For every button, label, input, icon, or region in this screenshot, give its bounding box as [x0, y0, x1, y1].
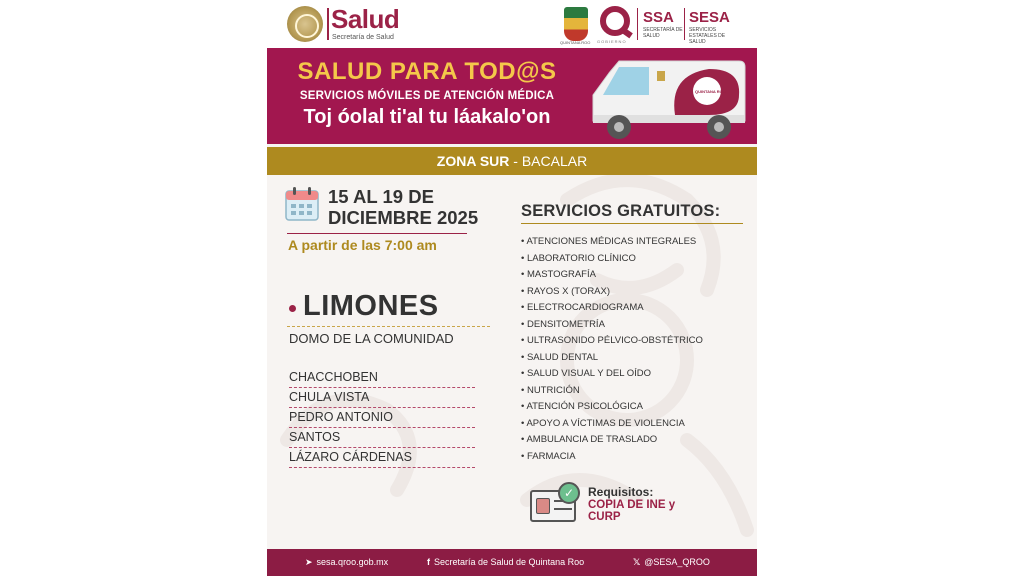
footer-x[interactable] [633, 549, 710, 576]
footer-x-text: @SESA_QROO [644, 557, 710, 567]
poster [267, 0, 757, 576]
banner-title: SALUD PARA TOD@S [297, 58, 557, 85]
locality-item: PEDRO ANTONIO [289, 408, 475, 428]
service-item: • SALUD VISUAL Y DEL OÍDO [521, 368, 652, 379]
x-icon: 𝕏 [633, 557, 641, 567]
locality-item: CHULA VISTA [289, 388, 475, 408]
header-divider [684, 8, 685, 40]
locality-item: CHACCHOBEN [289, 368, 475, 388]
service-item: • RAYOS X (TORAX) [521, 285, 611, 297]
locality-item: LÁZARO CÁRDENAS [289, 448, 475, 468]
bullet-dot [289, 305, 296, 312]
zone-municipality: - BACALAR [509, 153, 588, 169]
date-underline [287, 233, 467, 234]
locality-item: SANTOS [289, 428, 475, 448]
header [267, 0, 757, 48]
service-item: • DENSITOMETRÍA [521, 318, 605, 330]
requirements-docs: COPIA DE INE y CURP [588, 499, 676, 523]
event-date: 15 AL 19 DE DICIEMBRE 2025 [328, 186, 479, 228]
brand-divider [327, 8, 329, 40]
service-item: • APOYO A VÍCTIMAS DE VIOLENCIA [521, 417, 685, 429]
check-icon: ✓ [558, 482, 580, 504]
service-item: • NUTRICIÓN [521, 384, 580, 396]
nearby-localities [289, 368, 475, 468]
cursor-icon: ➤ [305, 557, 313, 567]
services-title: SERVICIOS GRATUITOS: [521, 202, 721, 220]
requirements-label: Requisitos: [588, 485, 654, 499]
ssa-subtitle: SECRETARÍA DE SALUD [643, 27, 683, 39]
q-logo-label: GOBIERNO [597, 39, 627, 44]
footer-website[interactable] [305, 549, 388, 576]
footer-facebook[interactable] [427, 549, 584, 576]
footer-facebook-text: Secretaría de Salud de Quintana Roo [434, 557, 585, 567]
zone-bar [267, 147, 757, 175]
van-icon [589, 55, 747, 141]
service-item: • MASTOGRAFÍA [521, 269, 596, 280]
service-item: • ATENCIONES MÉDICAS INTEGRALES [521, 236, 697, 247]
brand-subtitle: Secretaría de Salud [332, 34, 394, 41]
zone-name: ZONA SUR [436, 153, 510, 169]
hero-banner [267, 48, 757, 144]
q-logo-icon [600, 6, 630, 36]
service-item: • FARMACIA [521, 450, 576, 462]
sesa-title: SESA [689, 9, 730, 26]
footer-website-text: sesa.qroo.gob.mx [316, 557, 389, 567]
van-logo-text: QUINTANA ROO [695, 89, 726, 94]
service-item: • LABORATORIO CLÍNICO [521, 252, 636, 264]
banner-maya-slogan: Toj óolal ti'al tu láakalo'on [303, 106, 551, 128]
venue-name: DOMO DE LA COMUNIDAD [289, 331, 454, 346]
service-item: • ELECTROCARDIOGRAMA [521, 302, 644, 313]
id-photo [536, 498, 550, 514]
facebook-icon: f [427, 557, 430, 567]
service-item: • SALUD DENTAL [521, 351, 599, 363]
services-list [521, 234, 751, 465]
header-divider [637, 8, 638, 40]
services-underline [521, 223, 743, 224]
seal-icon [287, 6, 323, 42]
service-item: • ATENCIÓN PSICOLÓGICA [521, 401, 643, 412]
brand-title: Salud [331, 4, 400, 34]
location-name: LIMONES [303, 290, 439, 322]
ssa-title: SSA [643, 9, 674, 26]
location-underline [287, 326, 490, 327]
footer [267, 549, 757, 576]
state-shield-label: QUINTANA ROO [560, 40, 591, 45]
service-item: • AMBULANCIA DE TRASLADO [521, 434, 658, 445]
event-time: A partir de las 7:00 am [288, 237, 437, 253]
sesa-subtitle: SERVICIOS ESTATALES DE SALUD [689, 27, 726, 45]
banner-subtitle: SERVICIOS MÓVILES DE ATENCIÓN MÉDICA [299, 90, 555, 102]
service-item: • ULTRASONIDO PÉLVICO-OBSTÉTRICO [521, 335, 703, 346]
state-shield-icon [564, 7, 588, 41]
calendar-icon [284, 186, 320, 222]
